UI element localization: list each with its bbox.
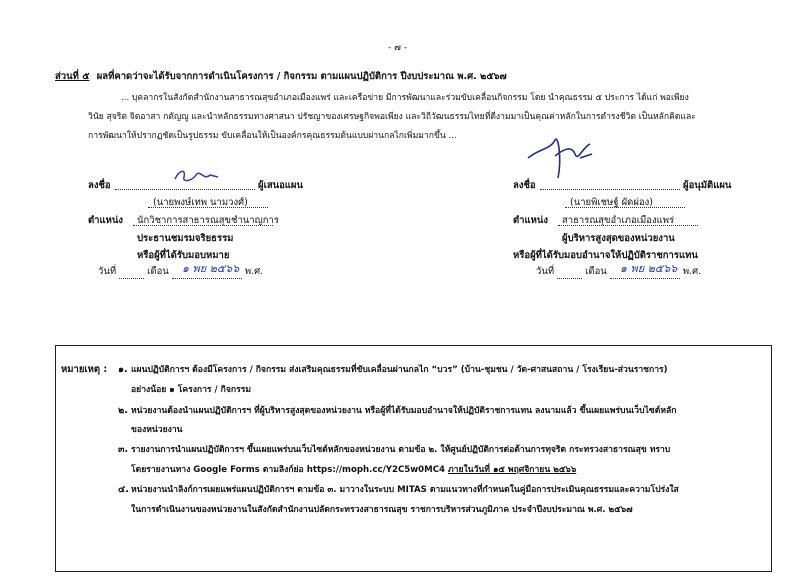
section-heading-prefix: ส่วนที่ ๕ [55,71,90,82]
left-date-year-label: พ.ศ. [244,266,264,277]
note-2-line-a: หน่วยงานต้องนำแผนปฏิบัติการฯ ที่ผู้บริหารสูงสุดของหน่วยงาน หรือผู้ที่ได้รับมอบอำนาจให้ปฏิบัติราชการแทน ลงนามแล้ว ขึ้นเผยแพร่บนเว็บไซต์หลัก [131,406,677,416]
left-position: นักวิชาการสาธารณสุขชำนาญการ [137,215,279,226]
left-date-day-label: วันที่ [98,266,117,277]
right-date-year-label: พ.ศ. [682,266,702,277]
left-date-month-label: เดือน [147,266,169,277]
right-date-day-label: วันที่ [536,266,555,277]
note-2-number: ๒. [118,405,128,416]
right-date-day-line [557,267,582,279]
right-role-label: ผู้อนุมัติแผน [683,180,732,191]
left-name: (นายพงษ์เทพ นามวงศ์) [153,197,248,208]
note-4-line-b: ในการดำเนินงานของหน่วยงานในสังกัดสำนักงานปลัดกระทรวงสาธารณสุข ราชการบริหารส่วนภูมิภาค ประจำปีงบประมาณ พ.ศ. ๒๕๖๗ [131,505,633,515]
note-3-number: ๓. [118,444,129,455]
right-name: (นายพิเชษฐ์ ผัดผ่อง) [570,197,653,208]
section-heading-text: ผลที่คาดว่าจะได้รับจากการดำเนินโครงการ / กิจกรรม ตามแผนปฏิบัติการ ปีงบประมาณ พ.ศ. ๒๕๖๗ [96,71,507,82]
note-1-number: ๑. [118,364,128,375]
right-date-month-label: เดือน [585,266,607,277]
right-sign-label: ลงชื่อ [513,180,536,191]
section-paragraph-line3: การพัฒนาให้ปรากฏชัดเป็นรูปธรรม ขับเคลื่อนให้เป็นองค์กรคุณธรรมต้นแบบผ่านกลไกเพิ่มมากขึ้น ... [88,131,457,141]
left-position-line [133,214,273,226]
note-4-number: ๔. [118,484,129,495]
left-line1: ประธานชมรมจริยธรรม [137,233,234,244]
note-3-line-b-row [131,462,576,478]
left-date-handwritten: ๑ พย ๒๕๖๖ [182,262,240,275]
left-name-line [148,196,268,208]
right-position: สาธารณสุขอำเภอเมืองแพร่ [562,215,675,226]
section-paragraph-line1: ... บุคลากรในสังกัดสำนักงานสาธารณสุขอำเภอเมืองแพร่ และเครือข่าย มีการพัฒนาและร่วมขับเคลื่อนกิจกรรม โดย นำคุณธรรม ๕ ประการ ได้แก่ พอเพียง [121,93,689,103]
right-line1: ผู้บริหารสูงสุดของหน่วยงาน [562,233,675,244]
note-1-line-a: แผนปฏิบัติการฯ ต้องมีโครงการ / กิจกรรม ส่งเสริมคุณธรรมที่ขับเคลื่อนผ่านกลไก “บวร” (บ้าน-ชุมชน / วัด-ศาสนสถาน / โรงเรียน-ส่วนราชการ) [131,365,668,375]
note-2-line-b: ของหน่วยงาน [131,425,183,435]
left-role-label: ผู้เสนอแผน [258,180,303,191]
note-3-line-b: โดยรายงานทาง Google Forms ตามลิงก์ย่อ https://moph.cc/Y2C5w0MC4 [131,465,448,475]
notes-box [55,345,772,572]
left-line2: หรือผู้ที่ได้รับมอบหมาย [137,250,230,261]
left-signature-scribble [172,165,222,185]
right-position-label: ตำแหน่ง [513,215,549,226]
left-position-label: ตำแหน่ง [88,215,124,226]
section-paragraph-line2: วินัย สุจริต จิตอาสา กตัญญู และนำหลักธรรมทางศาสนา ปรัชญาของเศรษฐกิจพอเพียง และวิถีวัฒนธรรมไทยที่ดีงามมาเป็นคุณค่าหลักในการดำรงชีวิต เป็นหลักคิดและ [88,112,696,122]
notes-label: หมายเหตุ : [61,364,108,375]
page-number: - ๗ - [388,43,407,53]
left-date-day-line [119,267,144,279]
right-line2: หรือผู้ที่ได้รับมอบอำนาจให้ปฏิบัติราชการแทน [513,250,698,261]
note-3-deadline: ภายในวันที่ ๑๕ พฤศจิกายน ๒๕๖๖ [448,465,577,475]
note-3-line-a: รายงานการนำแผนปฏิบัติการฯ ขึ้นเผยแพร่บนเว็บไซต์หลักของหน่วยงาน ตามข้อ ๒. ให้ศูนย์ปฏิบัติการต่อต้านการทุจริต กระทรวงสาธารณสุข ทราบ [131,445,671,455]
right-date-handwritten: ๑ พย ๒๕๖๖ [620,262,678,275]
note-1-line-b: อย่างน้อย ๑ โครงการ / กิจกรรม [131,385,252,395]
right-name-line [565,196,685,208]
right-position-line [558,214,698,226]
right-sign-line [540,178,680,190]
left-sign-label: ลงชื่อ [88,180,111,191]
section-heading [55,69,507,84]
note-4-line-a: หน่วยงานนำลิงก์การเผยแพร่แผนปฏิบัติการฯ ตามข้อ ๓. มาวางในระบบ MITAS ตามแนวทางที่กำหนดในคู่มือการประเมินคุณธรรมและความโปร่งใส [131,485,679,495]
